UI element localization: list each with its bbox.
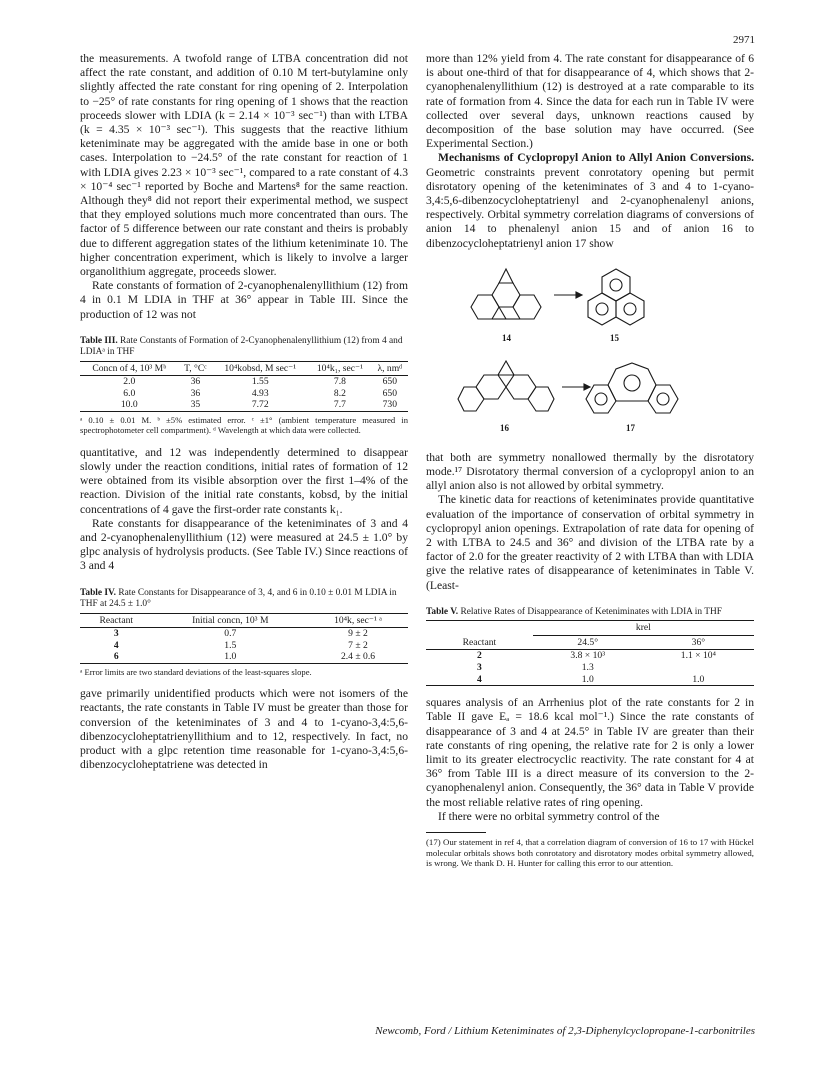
paragraph: If there were no orbital symmetry control of the: [438, 809, 660, 823]
compound-16-structure: [458, 361, 554, 411]
running-footer: Newcomb, Ford / Lithium Keteniminates of 2,3-Diphenylcyclopropane-1-carbonitriles: [375, 1025, 755, 1037]
table-cell: 1.0: [581, 673, 594, 685]
table-cell: 1.0: [224, 651, 237, 663]
table-cell: 3.8 × 10³: [570, 650, 606, 662]
paragraph: more than 12% yield from 4. The rate constant for disappearance of 6 is about one-third of that for disappearance of 4, which shows that 2-cyanophenalenyllithium (12) is destroyed at a rate comparable to its rate of formation from 4. Since the data for each run in Table IV were collected over several days, unknown reactions caused by decomposition of the base solution may have occurred. (See Experimental Section.): [426, 52, 754, 151]
table3-caption: [80, 336, 408, 359]
table4-header: Reactant: [80, 613, 153, 628]
section-text: Geometric constraints prevent conrotatory opening but permit disrotatory opening of the keteniminates of 3 and 4 to 1-cyano-3,4:5,6-dibenzocycloheptatrienyl and 2-cyanophenalenyl anions, respectively. Orbital symmetry correlation diagrams of conversions of anion 14 to phenalenyl anion 15 and of anion 16 to dibenzocycloheptatrienyl anion 17 show: [426, 165, 754, 250]
compound-label-15: 15: [610, 332, 619, 343]
table-cell: 7.7: [333, 399, 346, 411]
table4-header: 10⁴k, sec⁻¹ ᵃ: [308, 613, 408, 628]
table-cell: 730: [382, 399, 397, 411]
table-cell: 9 ± 2: [348, 628, 368, 640]
table-cell: 35: [190, 399, 201, 411]
paragraph: Rate constants of formation of 2-cyanophenalenyllithium (12) from 4 in 0.1 M LDIA in THF at 36° appear in Table III. Since the production of 12 was not: [80, 279, 408, 321]
table-row: [80, 399, 408, 411]
table-row: [426, 650, 754, 662]
table5-header: Reactant: [426, 635, 533, 650]
table-cell: 4: [113, 639, 119, 651]
paragraph: the measurements. A twofold range of LTBA concentration did not affect the rate constant, and addition of 0.10 M tert-butylamine only slightly affected the rate constant for ring opening of 2. Interpolation to −25° of rate constants for ring opening of 1 shows that the reaction proceeds slower with LDIA (k = 2.14 × 10⁻³ sec⁻¹) than with LTBA (k = 4.35 × 10⁻³ sec⁻¹). This suggests that the reactive lithium keteniminate may be aggregated with the amide base in one or both cases. Interpolation to −24.5° of the rate constant for reaction of 1 with LDIA gives 2.23 × 10⁻³ sec⁻¹, compared to a rate constant of 4.3 × 10⁻⁴ sec⁻¹ reported by Boche and Martens⁸ for the same reaction. Although they⁸ did not report their experimental method, we suspect that they employed solutions much more concentrated than ours. The factor of 5 difference between our rate constant and theirs is probably due to different aggregation states of the lithium keteniminate 10. The higher concentration experiment, which is likely to involve a larger organolithium aggregate, proceeds slower.: [80, 52, 408, 279]
table4-label: Table IV.: [80, 587, 116, 598]
table-cell: 1.5: [224, 639, 237, 651]
compound-14-structure: [471, 269, 541, 319]
table4-footnote: ᵃ Error limits are two standard deviations of the least-squares slope.: [80, 666, 312, 677]
table-row: [426, 674, 754, 686]
table-row: [80, 640, 408, 652]
table-row: [80, 651, 408, 663]
table4-header: Initial concn, 10³ M: [153, 613, 308, 628]
table-cell: 4: [476, 673, 482, 685]
compound-17-structure: [586, 363, 678, 413]
table-cell: 10.0: [120, 399, 138, 411]
table-cell: 2.4 ± 0.6: [340, 651, 376, 663]
table3-footnote: ᵃ 0.10 ± 0.01 M. ᵇ ±5% estimated error. ᶜ ±1° (ambient temperature measured in spectrophotometer cell compartment). ᵈ Wavelength at which data were collected.: [80, 415, 408, 436]
table-row: [80, 628, 408, 640]
table5-caption: [426, 607, 754, 618]
compound-15-structure: [588, 269, 644, 325]
paragraph: gave primarily unidentified products which were not isomers of the reactants, the rate constants in Table IV must be greater than those for conversion of the keteniminates of 3 and 4 to 1-cyano-3,4:5,6-dibenzocycloheptatrienyllithium and to 12, respectively. In fact, no product with a glpc retention time reasonable for 1-cyano-3,4:5,6-dibenzocycloheptatriene was detected in: [80, 687, 408, 772]
table-cell: 1.1 × 10⁴: [680, 650, 716, 662]
table3-header: Concn of 4, 10³ Mᵇ: [80, 361, 179, 376]
table5-label: Table V.: [426, 606, 459, 617]
table-row: [80, 388, 408, 400]
paragraph: Rate constants for disappearance of the keteniminates of 3 and 4 and 2-cyanophenalenyllithium (12) were measured at 24.5 ± 1.0° by glpc analysis of hydrolysis products. (See Table IV.) Since reactions of 3 and 4: [80, 516, 408, 573]
compound-label-16: 16: [500, 422, 509, 433]
table-cell: 650: [382, 376, 397, 388]
page-number: 2971: [733, 34, 755, 46]
table3-header: 10⁴kobsd, M sec⁻¹: [212, 361, 308, 376]
table5-header: 24.5°: [533, 635, 643, 650]
table5-caption-text: Relative Rates of Disappearance of Keteniminates with LDIA in THF: [460, 606, 722, 617]
table-cell: 6: [113, 651, 119, 663]
table3-header: T, °Cᶜ: [179, 361, 213, 376]
table-cell: 650: [382, 387, 397, 399]
table-cell: 7.8: [333, 376, 346, 388]
table3-label: Table III.: [80, 335, 118, 346]
table-cell: 2.0: [123, 376, 136, 388]
structure-drawings: [426, 251, 754, 451]
table-cell: 2: [476, 650, 482, 662]
table-cell: 4.93: [251, 387, 269, 399]
table-cell: 1.55: [251, 376, 269, 388]
table3-header: 10⁴k₁, sec⁻¹: [308, 361, 371, 376]
table-cell: 1.3: [581, 662, 594, 674]
paragraph: squares analysis of an Arrhenius plot of the rate constants for 2 in Table II gave Eₐ = 18.6 kcal mol⁻¹.) Since the rate constants of disappearance of 3 and 4 at 24.5° in Table IV are greater than their rate constants of ring opening, the relative rate for 2 is only a lower limit to its greater electrocyclic reactivity. The rate constant for 4 at 36° from Table III is a direct measure of its conversion to the 2-cyanophenalenyl anion. Consequently, the 36° data in Table V provide the most reliable relative rates of ring opening.: [426, 696, 754, 809]
table-cell: 36: [190, 376, 201, 388]
table5-header: 36°: [643, 635, 754, 650]
table-row: [80, 376, 408, 388]
paragraph: that both are symmetry nonallowed thermally by the disrotatory mode.¹⁷ Disrotatory thermal conversion of a cyclopropyl anion to an allyl anion also is not allowed by orbital symmetry.: [426, 450, 754, 493]
table-row: [426, 662, 754, 674]
table4-caption-text: Rate Constants for Disappearance of 3, 4, and 6 in 0.10 ± 0.01 M LDIA in THF at 24.5 ± 1.0°: [80, 587, 397, 610]
compound-label-14: 14: [502, 332, 511, 343]
structure-scheme: [426, 251, 754, 451]
table-cell: 1.0: [692, 673, 705, 685]
table4: [80, 613, 408, 664]
section-heading: Mechanisms of Cyclopropyl Anion to Allyl Anion Conversions.: [438, 151, 754, 165]
table-cell: 8.2: [333, 387, 346, 399]
table5-group-header: krel: [533, 621, 754, 636]
table-cell: 36: [190, 387, 201, 399]
footnote-rule: [426, 832, 486, 833]
table3-header: λ, nmᵈ: [372, 361, 408, 376]
table3-caption-text: Rate Constants of Formation of 2-Cyanophenalenyllithium (12) from 4 and LDIAᵃ in THF: [80, 335, 403, 358]
right-column: [426, 52, 754, 869]
table-cell: 7 ± 2: [348, 639, 368, 651]
paragraph: The kinetic data for reactions of keteniminates provide quantitative evaluation of the importance of conservation of orbital symmetry in cyclopropyl anion openings. Extrapolation of rate data for opening of 2 with LTBA to 24.5 and 36° and division of the LTBA rate by a factor of 2.0 for the greater reactivity of 2 with LTBA than with LDIA give the relative rates of disappearance of keteniminates in Table V. (Least-: [426, 493, 754, 592]
table-cell: 3: [476, 662, 482, 674]
table-cell: 0.7: [224, 628, 237, 640]
table-cell: 6.0: [123, 387, 136, 399]
table-cell: [643, 662, 754, 674]
table-cell: 3: [113, 628, 119, 640]
paragraph: quantitative, and 12 was independently determined to disappear slowly under the reaction conditions, initial rates of formation of 12 were obtained from its visible absorption over the first 1–4% of the reaction. Division of the initial rate constants, kobsd, by the initial concentrations of 4 gave the first-order rate constants k₁.: [80, 445, 408, 516]
table-cell: 7.72: [251, 399, 269, 411]
table3: [80, 361, 408, 412]
footnote-17: (17) Our statement in ref 4, that a correlation diagram of conversion of 16 to 17 with Hückel molecular orbitals shows both conrotatory and disrotatory modes orbital symmetry allowed, is wrong. We thank D. H. Hunter for calling this error to our attention.: [426, 837, 754, 869]
paragraph: [426, 151, 754, 250]
compound-label-17: 17: [626, 422, 635, 433]
table4-caption: [80, 588, 408, 611]
left-column: [80, 52, 408, 773]
table5: [426, 620, 754, 686]
